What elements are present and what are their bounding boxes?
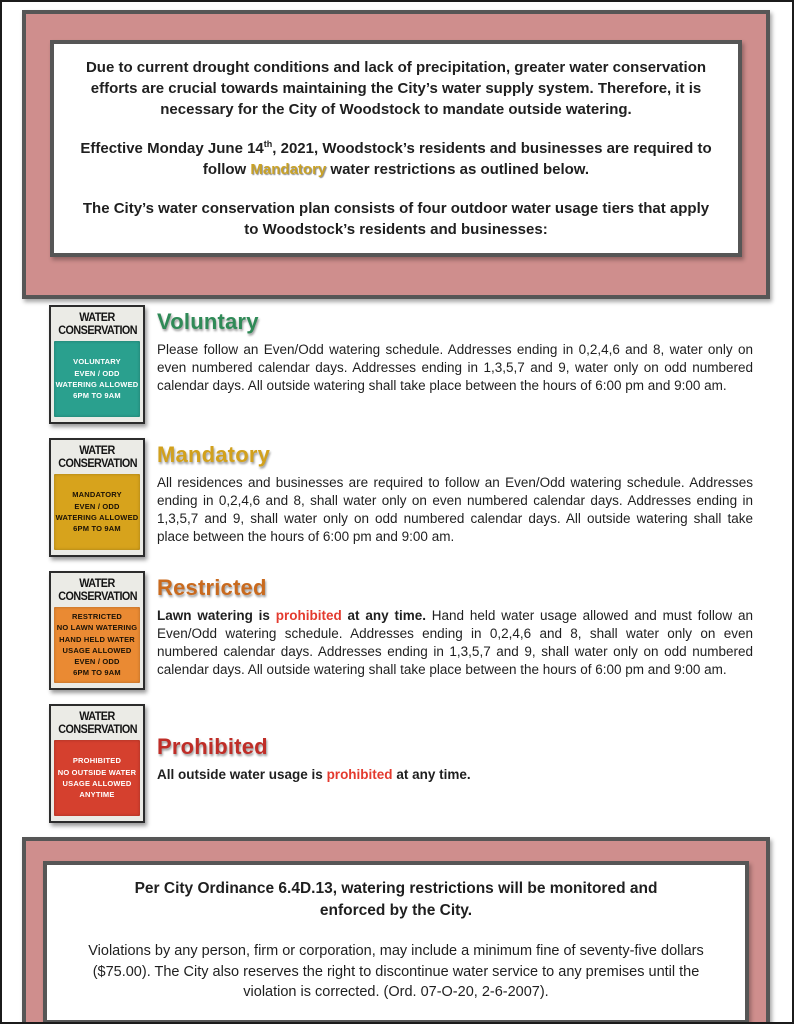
restricted-heading: Restricted	[157, 575, 267, 600]
effective-text-mid: , 2021, Woodstock’s residents and businesses are required to follow	[202, 140, 712, 178]
sign-header	[58, 443, 138, 471]
tier-row-restricted	[49, 571, 753, 690]
sign-panel-line: EVEN / ODD	[74, 368, 120, 378]
sign-panel-line: EVEN / ODD	[74, 501, 120, 511]
sign-panel-line: EVEN / ODD	[74, 657, 120, 667]
prohibited-body	[157, 766, 753, 784]
sign-panel-line: ANYTIME	[79, 790, 115, 800]
ordinance-banner-inner-box	[43, 861, 749, 1024]
sign-panel-line: PROHIBITED	[72, 756, 122, 766]
intro-paragraph-tiers: The City’s water conservation plan consists of four outdoor water usage tiers that apply to Woodstock’s residents and businesses:	[82, 200, 710, 238]
prohibited-bold-after: at any time.	[392, 767, 471, 782]
mandatory-sign-photo	[49, 438, 145, 557]
sign-panel-line: VOLUNTARY	[73, 357, 121, 367]
sign-panel-line: NO OUTSIDE WATER	[57, 767, 137, 777]
mandatory-text-block	[157, 438, 753, 546]
voluntary-sign-panel	[54, 341, 140, 417]
sign-panel-line: MANDATORY	[72, 490, 122, 500]
restricted-text-block	[157, 571, 753, 679]
sign-panel-line: RESTRICTED	[72, 612, 122, 622]
effective-date-ordinal: th	[263, 139, 273, 149]
prohibited-text-block	[157, 704, 753, 784]
sign-header	[58, 310, 138, 338]
sign-panel-line: USAGE ALLOWED	[62, 645, 132, 655]
restricted-body	[157, 607, 753, 679]
restricted-prohibited-word: prohibited	[275, 608, 342, 623]
restricted-bold-before: Lawn watering is	[157, 608, 276, 623]
ordinance-heading: Per City Ordinance 6.4D.13, watering restrictions will be monitored and enforced by the City.	[134, 880, 658, 919]
voluntary-heading: Voluntary	[157, 309, 259, 334]
effective-text-before: Effective Monday June 14	[80, 140, 264, 157]
sign-panel-line: WATERING ALLOWED	[55, 512, 139, 522]
prohibited-prohibited-word: prohibited	[326, 767, 393, 782]
sign-panel-line: 6PM TO 9AM	[73, 391, 121, 401]
sign-panel-line: HAND HELD WATER	[59, 634, 135, 644]
intro-paragraph-effective	[80, 138, 712, 180]
restricted-sign-photo	[49, 571, 145, 690]
sign-header-line2: CONSERVATION	[58, 589, 138, 604]
intro-paragraph-drought: Due to current drought conditions and lack of precipitation, greater water conservation efforts are crucial towards maintaining the City’s water supply system. Therefore, it is necessary for the City of Woodstock to mandate outside watering.	[85, 59, 707, 118]
mandatory-highlight-word: Mandatory	[250, 161, 327, 178]
sign-header	[58, 709, 138, 737]
sign-header-line1: WATER	[79, 576, 115, 590]
sign-header-line1: WATER	[79, 443, 115, 457]
voluntary-body: Please follow an Even/Odd watering schedule. Addresses ending in 0,2,4,6 and 8, water only on even numbered calendar days. Addresses ending in 1,3,5,7 and 9, water only on odd numbered calendar days. All outside watering shall take place between the hours of 6:00 pm and 9:00 am.	[157, 342, 753, 394]
prohibited-heading: Prohibited	[157, 734, 268, 759]
mandatory-heading: Mandatory	[157, 442, 271, 467]
sign-header-line2: CONSERVATION	[58, 323, 138, 338]
tier-row-voluntary	[49, 305, 753, 424]
restricted-bold-after: at any time.	[341, 608, 426, 623]
mandatory-body: All residences and businesses are required to follow an Even/Odd watering schedule. Addresses ending in 0,2,4,6 and 8, shall water only on even numbered calendar days. Addresses ending in 1,3,5,7 and 9, shall water only on odd numbered calendar days. All outside watering shall take place between the hours of 6:00 pm and 9:00 am.	[157, 475, 753, 545]
sign-panel-line: NO LAWN WATERING	[56, 623, 138, 633]
voluntary-text-block	[157, 305, 753, 395]
sign-header-line2: CONSERVATION	[58, 722, 138, 737]
prohibited-sign-panel	[54, 740, 140, 816]
sign-header-line1: WATER	[79, 709, 115, 723]
ordinance-banner	[22, 837, 770, 1024]
tier-row-prohibited	[49, 704, 753, 823]
prohibited-sign-photo	[49, 704, 145, 823]
intro-banner-inner-box	[50, 40, 742, 257]
prohibited-bold-before: All outside water usage is	[157, 767, 327, 782]
voluntary-sign-photo	[49, 305, 145, 424]
sign-header	[58, 576, 138, 604]
sign-panel-line: 6PM TO 9AM	[73, 524, 121, 534]
mandatory-sign-panel	[54, 474, 140, 550]
sign-header-line1: WATER	[79, 310, 115, 324]
sign-panel-line: WATERING ALLOWED	[55, 379, 139, 389]
restricted-sign-panel	[54, 607, 140, 683]
intro-banner	[22, 10, 770, 299]
effective-text-after: water restrictions as outlined below.	[326, 161, 590, 178]
tier-list	[49, 305, 753, 823]
sign-panel-line: USAGE ALLOWED	[62, 778, 132, 788]
sign-header-line2: CONSERVATION	[58, 456, 138, 471]
restricted-body-rest: Hand held water usage allowed and must follow an Even/Odd watering schedule. Addresses ending in 0,2,4,6 and 8, shall water only on even numbered calendar days. Addresses ending in 1,3,5,7 and 9, shall water only on odd numbered calendar days. All outside watering shall take place between the hours of 6:00 pm and 9:00 am.	[157, 608, 754, 678]
sign-panel-line: 6PM TO 9AM	[73, 668, 121, 678]
tier-row-mandatory	[49, 438, 753, 557]
ordinance-body: Violations by any person, firm or corporation, may include a minimum fine of seventy-five dollars ($75.00). The City also reserves the right to discontinue water service to any premises until the violation is corrected. (Ord. 07-O-20, 2-6-2007).	[88, 943, 704, 1000]
